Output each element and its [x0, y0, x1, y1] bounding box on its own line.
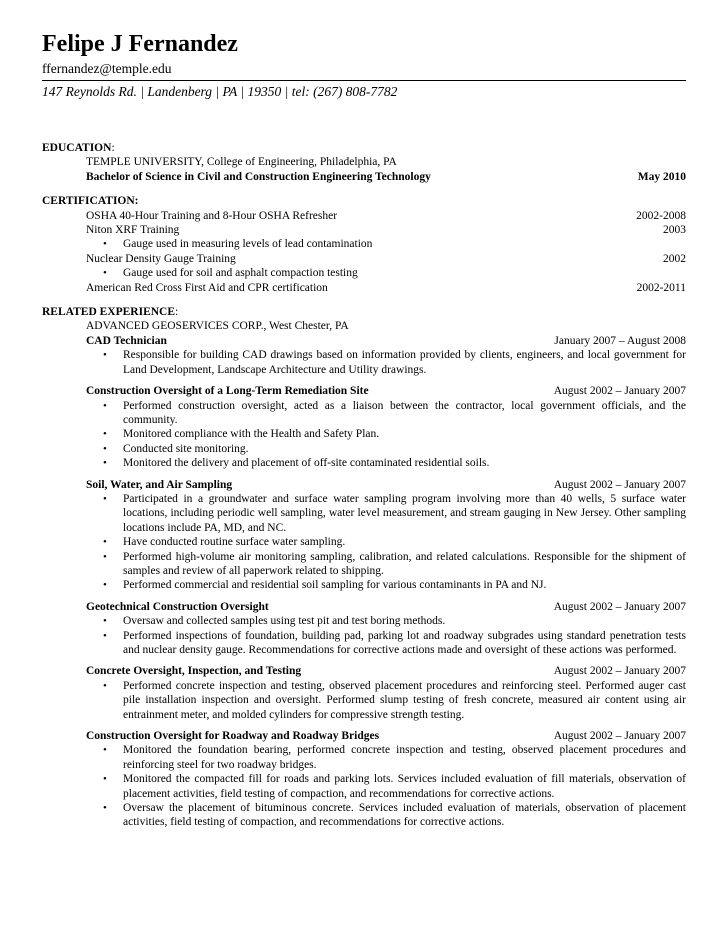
education-school: TEMPLE UNIVERSITY, College of Engineering, Philadelphia, PA [86, 156, 397, 169]
job-bullet [86, 578, 686, 592]
certification-label: OSHA 40-Hour Training and 8-Hour OSHA Refresher [86, 209, 338, 222]
job-header [86, 729, 686, 743]
bullet-glyph: • [103, 428, 107, 441]
job-bullet-text: Monitored the compacted fill for roads and parking lots. Services included evaluation of fill materials, observation of placement activities, field testing of compaction, and recommendations for corrective actions. [123, 773, 686, 800]
certification-bullet [42, 237, 686, 251]
certification-bullet-body [86, 237, 686, 251]
bullet-glyph: • [103, 442, 107, 455]
job-bullet [86, 456, 686, 470]
certification-bullet-text: Gauge used in measuring levels of lead contamination [123, 238, 373, 251]
header-divider [42, 80, 686, 81]
bullet-glyph: • [103, 536, 107, 549]
job-bullet [86, 535, 686, 549]
resume-body [42, 141, 686, 840]
job-entry [86, 478, 686, 593]
job-bullet [86, 772, 686, 801]
job-dates: August 2002 – January 2007 [553, 665, 686, 678]
job-dates: January 2007 – August 2008 [554, 334, 686, 347]
certification-date: 2003 [663, 224, 686, 237]
education-title-colon: : [111, 142, 115, 154]
certification-date: 2002-2011 [636, 281, 686, 294]
certification-label: Nuclear Density Gauge Training [86, 252, 236, 265]
job-bullet [86, 442, 686, 456]
bullet-glyph: • [103, 744, 107, 757]
job-dates: August 2002 – January 2007 [553, 478, 686, 491]
employer-name: ADVANCED GEOSERVICES CORP., West Chester, PA [86, 320, 349, 333]
certification-item [42, 252, 686, 266]
job-bullet-text: Monitored compliance with the Health and Safety Plan. [123, 428, 380, 441]
job-entry [86, 664, 686, 722]
bullet-glyph: • [103, 457, 107, 470]
job-title: Geotechnical Construction Oversight [86, 600, 269, 613]
candidate-name: Felipe J Fernandez [42, 31, 238, 57]
job-title: CAD Technician [86, 334, 167, 347]
education-degree: Bachelor of Science in Civil and Construction Engineering Technology [86, 170, 431, 183]
job-header [86, 664, 686, 678]
job-entry [86, 334, 686, 377]
bullet-glyph: • [103, 773, 107, 786]
certification-section [42, 194, 686, 295]
job-dates: August 2002 – January 2007 [553, 385, 686, 398]
job-dates: August 2002 – January 2007 [553, 730, 686, 743]
job-bullet-text: Performed inspections of foundation, building pad, parking lot and roadway subgrades using standard penetration tests and nuclear density gauge. Recommendations for corrective actions made and oversight of these actions was performed. [123, 629, 686, 656]
job-bullet-text: Performed commercial and residential soil sampling for various contaminants in PA and NJ. [123, 579, 547, 592]
bullet-glyph: • [103, 492, 107, 505]
education-section [42, 141, 686, 184]
certification-label: Niton XRF Training [86, 224, 180, 237]
contact-address: 147 Reynolds Rd. | Landenberg | PA | 19350 | tel: (267) 808-7782 [42, 84, 398, 99]
job-header [86, 600, 686, 614]
job-title: Soil, Water, and Air Sampling [86, 478, 233, 491]
section-title-certification: CERTIFICATION: [42, 195, 139, 208]
bullet-glyph: • [103, 679, 107, 692]
bullet-glyph: • [103, 267, 107, 280]
experience-title-text: RELATED EXPERIENCE [42, 306, 176, 319]
bullet-glyph: • [103, 349, 107, 362]
job-bullet [86, 679, 686, 722]
job-header [86, 384, 686, 398]
education-title-text: EDUCATION [42, 142, 112, 154]
bullet-glyph: • [103, 629, 107, 642]
job-bullet-text: Performed construction oversight, acted as a liaison between the contractor, local government officials, and the community. [123, 399, 686, 426]
email-address: ffernandez@temple.edu [42, 61, 172, 76]
bullet-glyph: • [103, 399, 107, 412]
job-bullet [86, 614, 686, 628]
certification-date: 2002 [663, 252, 686, 265]
job-header [86, 478, 686, 492]
job-bullet [86, 743, 686, 772]
certification-label: American Red Cross First Aid and CPR certification [86, 281, 328, 294]
certification-item [42, 281, 686, 295]
job-bullet-text: Performed high-volume air monitoring sampling, calibration, and related calculations. Responsible for the shipment of samples and review of all paperwork related to shipping. [123, 550, 686, 577]
bullet-glyph: • [103, 615, 107, 628]
certification-bullet-text: Gauge used for soil and asphalt compaction testing [123, 267, 358, 280]
education-degree-row [42, 170, 686, 184]
certification-item [42, 209, 686, 223]
certification-date: 2002-2008 [636, 209, 686, 222]
job-title: Construction Oversight of a Long-Term Remediation Site [86, 385, 369, 398]
job-bullet-text: Oversaw and collected samples using test pit and test boring methods. [123, 615, 446, 628]
job-bullet [86, 550, 686, 579]
job-entry [86, 384, 686, 470]
certification-item [42, 223, 686, 237]
job-bullet-text: Conducted site monitoring. [123, 442, 249, 455]
job-bullet [86, 427, 686, 441]
job-bullet-text: Participated in a groundwater and surface water sampling program involving more than 40 wells, 5 surface water locations, including periodic well sampling, water level measurement, and stream gauging in New Jersey. Other sampling locations include PA, MD, and NC. [123, 492, 686, 534]
job-bullet-text: Have conducted routine surface water sampling. [123, 536, 346, 549]
job-bullet-text: Responsible for building CAD drawings based on information provided by clients, engineers, and local government for Land Development, Landscape Architecture and Utility drawings. [123, 349, 686, 376]
bullet-glyph: • [103, 802, 107, 815]
job-entry [86, 729, 686, 830]
job-list [42, 334, 686, 830]
certification-list [42, 209, 686, 295]
job-bullet [86, 492, 686, 535]
section-title-experience [42, 305, 686, 319]
job-bullet-text: Monitored the foundation bearing, performed concrete inspection and testing, observed placement procedures and reinforcing steel for two roadway bridges. [123, 744, 686, 771]
job-title: Concrete Oversight, Inspection, and Testing [86, 665, 302, 678]
bullet-glyph: • [103, 579, 107, 592]
certification-bullet [42, 266, 686, 280]
job-bullet [86, 629, 686, 658]
bullet-glyph: • [103, 238, 107, 251]
job-bullet [86, 348, 686, 377]
job-bullet-text: Monitored the delivery and placement of off-site contaminated residential soils. [123, 457, 490, 470]
job-title: Construction Oversight for Roadway and Roadway Bridges [86, 730, 380, 743]
education-date: May 2010 [637, 170, 686, 183]
job-dates: August 2002 – January 2007 [553, 600, 686, 613]
job-bullet-text: Oversaw the placement of bituminous concrete. Services included evaluation of materials, observation of placement activities, field testing of compaction, and recommendations for corrective actions. [123, 802, 686, 829]
bullet-glyph: • [103, 550, 107, 563]
experience-title-colon: : [175, 306, 179, 319]
job-bullet [86, 801, 686, 830]
job-header [86, 334, 686, 348]
certification-bullet-body [86, 266, 686, 280]
job-entry [86, 600, 686, 658]
job-bullet [86, 399, 686, 428]
experience-section [42, 305, 686, 830]
section-title-education [42, 141, 686, 155]
job-bullet-text: Performed concrete inspection and testing, observed placement procedures and reinforcing steel. Performed auger cast pile installation inspection and oversight. Performed slump testing of fresh concrete, measured air content using air entrainment meter, and molded cylinders for compressive strength testing. [123, 679, 686, 721]
